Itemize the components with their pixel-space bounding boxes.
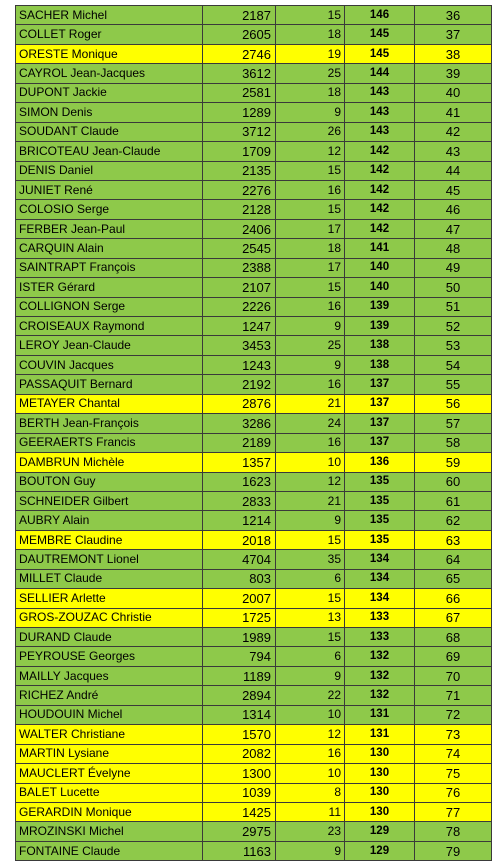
rank-cell: 48 <box>415 239 492 258</box>
games-count-cell: 19 <box>276 44 345 63</box>
total-points-cell: 803 <box>203 569 276 588</box>
rank-cell: 53 <box>415 336 492 355</box>
rank-cell: 44 <box>415 161 492 180</box>
total-points-cell: 2545 <box>203 239 276 258</box>
games-count-cell: 10 <box>276 764 345 783</box>
total-points-cell: 2406 <box>203 219 276 238</box>
games-count-cell: 15 <box>276 161 345 180</box>
games-count-cell: 35 <box>276 550 345 569</box>
table-row <box>16 491 492 510</box>
total-points-cell: 1709 <box>203 142 276 161</box>
rank-cell: 46 <box>415 200 492 219</box>
total-points-cell: 3612 <box>203 64 276 83</box>
total-points-cell: 1570 <box>203 725 276 744</box>
total-points-cell: 2388 <box>203 258 276 277</box>
rank-cell: 66 <box>415 589 492 608</box>
total-points-cell: 3712 <box>203 122 276 141</box>
player-name-cell: WALTER Christiane <box>16 725 203 744</box>
player-name-cell: MARTIN Lysiane <box>16 744 203 763</box>
rank-cell: 38 <box>415 44 492 63</box>
games-count-cell: 25 <box>276 336 345 355</box>
games-count-cell: 12 <box>276 472 345 491</box>
total-points-cell: 1214 <box>203 511 276 530</box>
table-row <box>16 608 492 627</box>
player-name-cell: COUVIN Jacques <box>16 355 203 374</box>
player-name-cell: BERTH Jean-François <box>16 414 203 433</box>
rank-cell: 65 <box>415 569 492 588</box>
table-row <box>16 530 492 549</box>
player-name-cell: SIMON Denis <box>16 103 203 122</box>
total-points-cell: 1314 <box>203 705 276 724</box>
games-count-cell: 9 <box>276 511 345 530</box>
average-cell: 135 <box>345 491 415 510</box>
games-count-cell: 22 <box>276 686 345 705</box>
ranking-table-body <box>16 6 492 861</box>
average-cell: 130 <box>345 783 415 802</box>
games-count-cell: 15 <box>276 628 345 647</box>
table-row <box>16 414 492 433</box>
total-points-cell: 1289 <box>203 103 276 122</box>
rank-cell: 71 <box>415 686 492 705</box>
average-cell: 132 <box>345 686 415 705</box>
rank-cell: 47 <box>415 219 492 238</box>
games-count-cell: 21 <box>276 394 345 413</box>
table-row <box>16 433 492 452</box>
total-points-cell: 2833 <box>203 491 276 510</box>
rank-cell: 62 <box>415 511 492 530</box>
average-cell: 129 <box>345 841 415 860</box>
table-row <box>16 83 492 102</box>
average-cell: 142 <box>345 180 415 199</box>
table-row <box>16 6 492 25</box>
total-points-cell: 2276 <box>203 180 276 199</box>
table-row <box>16 744 492 763</box>
rank-cell: 36 <box>415 6 492 25</box>
rank-cell: 60 <box>415 472 492 491</box>
table-row <box>16 589 492 608</box>
games-count-cell: 18 <box>276 83 345 102</box>
table-row <box>16 297 492 316</box>
table-row <box>16 64 492 83</box>
rank-cell: 79 <box>415 841 492 860</box>
average-cell: 143 <box>345 122 415 141</box>
player-name-cell: DENIS Daniel <box>16 161 203 180</box>
player-name-cell: MROZINSKI Michel <box>16 822 203 841</box>
average-cell: 135 <box>345 511 415 530</box>
average-cell: 140 <box>345 278 415 297</box>
games-count-cell: 25 <box>276 64 345 83</box>
average-cell: 130 <box>345 802 415 821</box>
rank-cell: 72 <box>415 705 492 724</box>
total-points-cell: 1163 <box>203 841 276 860</box>
average-cell: 131 <box>345 725 415 744</box>
games-count-cell: 17 <box>276 219 345 238</box>
rank-cell: 57 <box>415 414 492 433</box>
player-name-cell: COLOSIO Serge <box>16 200 203 219</box>
average-cell: 135 <box>345 530 415 549</box>
average-cell: 132 <box>345 647 415 666</box>
rank-cell: 45 <box>415 180 492 199</box>
total-points-cell: 794 <box>203 647 276 666</box>
table-row <box>16 705 492 724</box>
player-name-cell: PEYROUSE Georges <box>16 647 203 666</box>
average-cell: 136 <box>345 453 415 472</box>
average-cell: 137 <box>345 375 415 394</box>
player-name-cell: MAUCLERT Évelyne <box>16 764 203 783</box>
table-row <box>16 511 492 530</box>
total-points-cell: 2876 <box>203 394 276 413</box>
games-count-cell: 23 <box>276 822 345 841</box>
player-name-cell: HOUDOUIN Michel <box>16 705 203 724</box>
rank-cell: 76 <box>415 783 492 802</box>
rank-cell: 41 <box>415 103 492 122</box>
games-count-cell: 9 <box>276 103 345 122</box>
table-row <box>16 239 492 258</box>
games-count-cell: 21 <box>276 491 345 510</box>
total-points-cell: 1300 <box>203 764 276 783</box>
games-count-cell: 9 <box>276 355 345 374</box>
table-row <box>16 550 492 569</box>
table-row <box>16 764 492 783</box>
ranking-table <box>15 5 492 861</box>
player-name-cell: GEERAERTS Francis <box>16 433 203 452</box>
table-row <box>16 180 492 199</box>
games-count-cell: 10 <box>276 705 345 724</box>
player-name-cell: CARQUIN Alain <box>16 239 203 258</box>
total-points-cell: 2192 <box>203 375 276 394</box>
rank-cell: 70 <box>415 666 492 685</box>
player-name-cell: MILLET Claude <box>16 569 203 588</box>
average-cell: 142 <box>345 219 415 238</box>
total-points-cell: 2128 <box>203 200 276 219</box>
rank-cell: 59 <box>415 453 492 472</box>
player-name-cell: SELLIER Arlette <box>16 589 203 608</box>
total-points-cell: 2107 <box>203 278 276 297</box>
total-points-cell: 4704 <box>203 550 276 569</box>
average-cell: 131 <box>345 705 415 724</box>
games-count-cell: 9 <box>276 317 345 336</box>
games-count-cell: 26 <box>276 122 345 141</box>
rank-cell: 39 <box>415 64 492 83</box>
player-name-cell: GROS-ZOUZAC Christie <box>16 608 203 627</box>
player-name-cell: SOUDANT Claude <box>16 122 203 141</box>
table-row <box>16 666 492 685</box>
rank-cell: 69 <box>415 647 492 666</box>
player-name-cell: AUBRY Alain <box>16 511 203 530</box>
rank-cell: 75 <box>415 764 492 783</box>
games-count-cell: 15 <box>276 530 345 549</box>
player-name-cell: JUNIET René <box>16 180 203 199</box>
player-name-cell: LEROY Jean-Claude <box>16 336 203 355</box>
games-count-cell: 13 <box>276 608 345 627</box>
player-name-cell: DURAND Claude <box>16 628 203 647</box>
player-name-cell: SAINTRAPT François <box>16 258 203 277</box>
player-name-cell: DAUTREMONT Lionel <box>16 550 203 569</box>
total-points-cell: 1243 <box>203 355 276 374</box>
rank-cell: 63 <box>415 530 492 549</box>
total-points-cell: 2018 <box>203 530 276 549</box>
total-points-cell: 1425 <box>203 802 276 821</box>
player-name-cell: FONTAINE Claude <box>16 841 203 860</box>
player-name-cell: GERARDIN Monique <box>16 802 203 821</box>
total-points-cell: 3286 <box>203 414 276 433</box>
total-points-cell: 2975 <box>203 822 276 841</box>
table-row <box>16 219 492 238</box>
table-row <box>16 628 492 647</box>
rank-cell: 37 <box>415 25 492 44</box>
rank-cell: 50 <box>415 278 492 297</box>
average-cell: 142 <box>345 142 415 161</box>
total-points-cell: 2187 <box>203 6 276 25</box>
average-cell: 146 <box>345 6 415 25</box>
games-count-cell: 12 <box>276 142 345 161</box>
average-cell: 138 <box>345 355 415 374</box>
player-name-cell: CROISEAUX Raymond <box>16 317 203 336</box>
rank-cell: 73 <box>415 725 492 744</box>
average-cell: 141 <box>345 239 415 258</box>
games-count-cell: 18 <box>276 239 345 258</box>
table-row <box>16 783 492 802</box>
total-points-cell: 1725 <box>203 608 276 627</box>
table-row <box>16 317 492 336</box>
games-count-cell: 24 <box>276 414 345 433</box>
player-name-cell: CAYROL Jean-Jacques <box>16 64 203 83</box>
games-count-cell: 12 <box>276 725 345 744</box>
games-count-cell: 11 <box>276 802 345 821</box>
average-cell: 133 <box>345 608 415 627</box>
games-count-cell: 16 <box>276 375 345 394</box>
average-cell: 134 <box>345 569 415 588</box>
table-row <box>16 122 492 141</box>
rank-cell: 52 <box>415 317 492 336</box>
rank-cell: 42 <box>415 122 492 141</box>
total-points-cell: 2007 <box>203 589 276 608</box>
rank-cell: 64 <box>415 550 492 569</box>
total-points-cell: 2226 <box>203 297 276 316</box>
average-cell: 130 <box>345 744 415 763</box>
player-name-cell: BRICOTEAU Jean-Claude <box>16 142 203 161</box>
games-count-cell: 6 <box>276 569 345 588</box>
table-row <box>16 336 492 355</box>
player-name-cell: BOUTON Guy <box>16 472 203 491</box>
average-cell: 129 <box>345 822 415 841</box>
total-points-cell: 1357 <box>203 453 276 472</box>
games-count-cell: 15 <box>276 200 345 219</box>
average-cell: 138 <box>345 336 415 355</box>
table-row <box>16 142 492 161</box>
games-count-cell: 17 <box>276 258 345 277</box>
total-points-cell: 2189 <box>203 433 276 452</box>
player-name-cell: METAYER Chantal <box>16 394 203 413</box>
rank-cell: 58 <box>415 433 492 452</box>
table-row <box>16 25 492 44</box>
player-name-cell: DAMBRUN Michèle <box>16 453 203 472</box>
average-cell: 145 <box>345 44 415 63</box>
total-points-cell: 2082 <box>203 744 276 763</box>
average-cell: 137 <box>345 394 415 413</box>
table-row <box>16 44 492 63</box>
table-row <box>16 453 492 472</box>
rank-cell: 61 <box>415 491 492 510</box>
average-cell: 142 <box>345 161 415 180</box>
rank-cell: 54 <box>415 355 492 374</box>
games-count-cell: 16 <box>276 297 345 316</box>
games-count-cell: 15 <box>276 589 345 608</box>
games-count-cell: 15 <box>276 278 345 297</box>
table-row <box>16 647 492 666</box>
player-name-cell: SACHER Michel <box>16 6 203 25</box>
average-cell: 139 <box>345 297 415 316</box>
player-name-cell: COLLET Roger <box>16 25 203 44</box>
rank-cell: 67 <box>415 608 492 627</box>
player-name-cell: PASSAQUIT Bernard <box>16 375 203 394</box>
rank-cell: 68 <box>415 628 492 647</box>
rank-cell: 55 <box>415 375 492 394</box>
total-points-cell: 2894 <box>203 686 276 705</box>
rank-cell: 51 <box>415 297 492 316</box>
table-row <box>16 394 492 413</box>
average-cell: 143 <box>345 83 415 102</box>
games-count-cell: 18 <box>276 25 345 44</box>
player-name-cell: ISTER Gérard <box>16 278 203 297</box>
table-row <box>16 161 492 180</box>
player-name-cell: ORESTE Monique <box>16 44 203 63</box>
table-row <box>16 686 492 705</box>
table-row <box>16 841 492 860</box>
table-row <box>16 200 492 219</box>
rank-cell: 78 <box>415 822 492 841</box>
average-cell: 137 <box>345 433 415 452</box>
average-cell: 143 <box>345 103 415 122</box>
games-count-cell: 10 <box>276 453 345 472</box>
average-cell: 142 <box>345 200 415 219</box>
games-count-cell: 16 <box>276 744 345 763</box>
total-points-cell: 3453 <box>203 336 276 355</box>
table-row <box>16 569 492 588</box>
rank-cell: 40 <box>415 83 492 102</box>
games-count-cell: 9 <box>276 666 345 685</box>
player-name-cell: RICHEZ André <box>16 686 203 705</box>
games-count-cell: 15 <box>276 6 345 25</box>
average-cell: 139 <box>345 317 415 336</box>
player-name-cell: COLLIGNON Serge <box>16 297 203 316</box>
total-points-cell: 2605 <box>203 25 276 44</box>
player-name-cell: FERBER Jean-Paul <box>16 219 203 238</box>
average-cell: 145 <box>345 25 415 44</box>
table-row <box>16 822 492 841</box>
table-row <box>16 472 492 491</box>
average-cell: 137 <box>345 414 415 433</box>
total-points-cell: 1989 <box>203 628 276 647</box>
games-count-cell: 16 <box>276 433 345 452</box>
average-cell: 134 <box>345 550 415 569</box>
rank-cell: 74 <box>415 744 492 763</box>
games-count-cell: 9 <box>276 841 345 860</box>
average-cell: 135 <box>345 472 415 491</box>
rank-cell: 77 <box>415 802 492 821</box>
table-row <box>16 355 492 374</box>
average-cell: 144 <box>345 64 415 83</box>
table-row <box>16 375 492 394</box>
average-cell: 130 <box>345 764 415 783</box>
average-cell: 133 <box>345 628 415 647</box>
table-row <box>16 258 492 277</box>
rank-cell: 49 <box>415 258 492 277</box>
average-cell: 134 <box>345 589 415 608</box>
total-points-cell: 1623 <box>203 472 276 491</box>
player-name-cell: MEMBRE Claudine <box>16 530 203 549</box>
games-count-cell: 16 <box>276 180 345 199</box>
games-count-cell: 6 <box>276 647 345 666</box>
player-name-cell: SCHNEIDER Gilbert <box>16 491 203 510</box>
total-points-cell: 1247 <box>203 317 276 336</box>
rank-cell: 43 <box>415 142 492 161</box>
table-row <box>16 802 492 821</box>
table-row <box>16 725 492 744</box>
average-cell: 132 <box>345 666 415 685</box>
total-points-cell: 2135 <box>203 161 276 180</box>
total-points-cell: 1189 <box>203 666 276 685</box>
table-row <box>16 103 492 122</box>
total-points-cell: 2746 <box>203 44 276 63</box>
games-count-cell: 8 <box>276 783 345 802</box>
total-points-cell: 1039 <box>203 783 276 802</box>
total-points-cell: 2581 <box>203 83 276 102</box>
player-name-cell: DUPONT Jackie <box>16 83 203 102</box>
player-name-cell: BALET Lucette <box>16 783 203 802</box>
average-cell: 140 <box>345 258 415 277</box>
table-row <box>16 278 492 297</box>
player-name-cell: MAILLY Jacques <box>16 666 203 685</box>
rank-cell: 56 <box>415 394 492 413</box>
